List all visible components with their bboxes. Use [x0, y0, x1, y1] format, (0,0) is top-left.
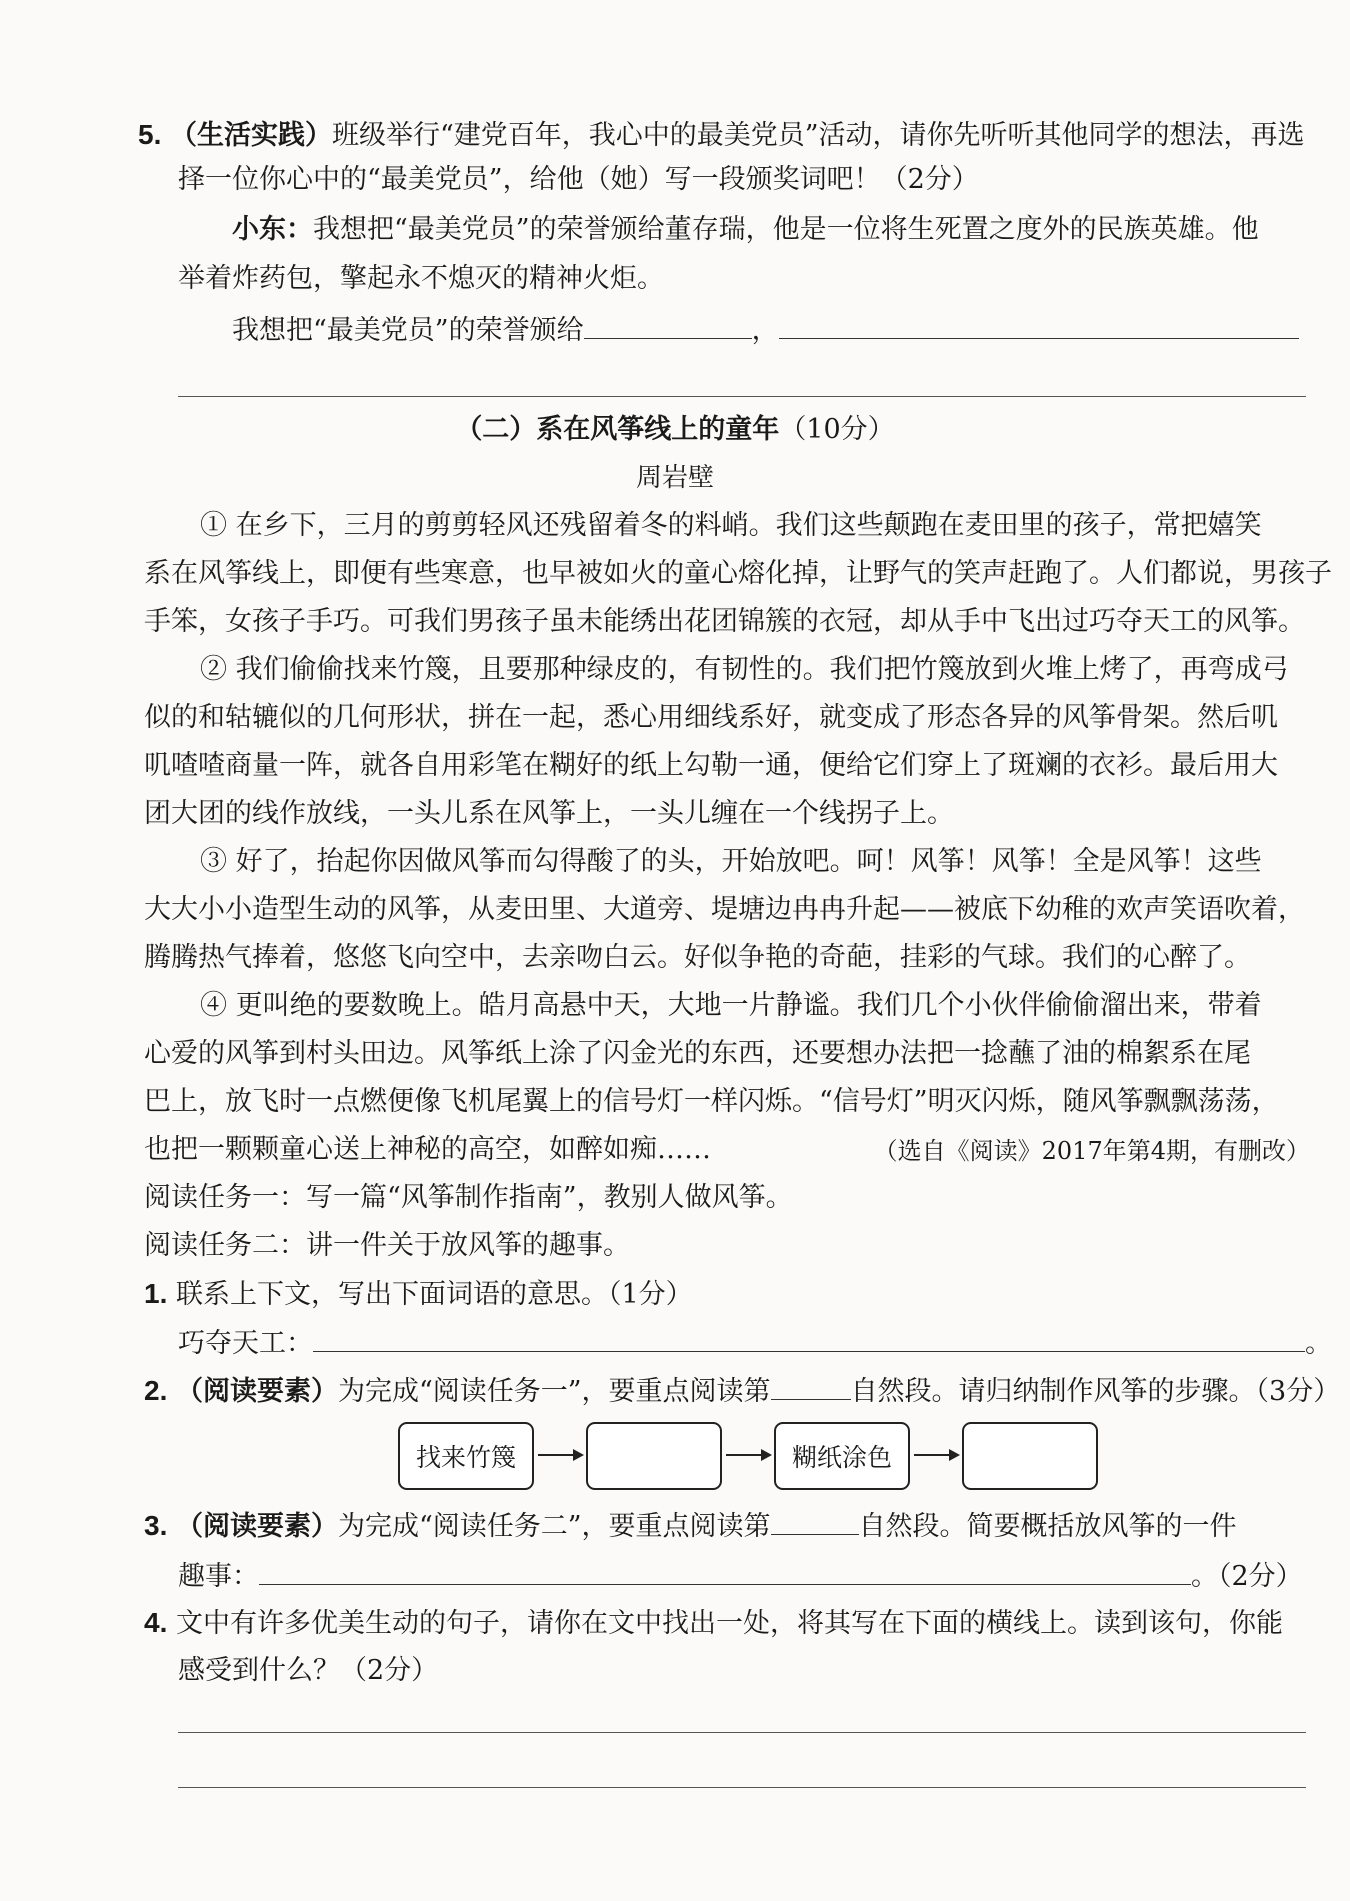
section-heading: [0, 413, 1350, 447]
step-box-3: 糊纸涂色: [774, 1422, 910, 1490]
q5-example-text1: 我想把“最美党员”的荣誉颁给董存瑞，他是一位将生死置之度外的民族英雄。他: [313, 214, 1259, 245]
q4-line2: 感受到什么？（2分）: [178, 1655, 439, 1686]
arrow-right-icon: [726, 1454, 770, 1456]
para4-line3: 巴上，放飞时一点燃便像飞机尾翼上的信号灯一样闪烁。“信号灯”明灭闪烁，随风筝飘飘荡荡，: [144, 1086, 1279, 1117]
q3-line1: [144, 1508, 1237, 1544]
q4-text: 文中有许多优美生动的句子，请你在文中找出一处，将其写在下面的横线上。读到该句，你能: [175, 1608, 1283, 1639]
q1-text: 联系上下文，写出下面词语的意思。（1分）: [175, 1279, 693, 1310]
q3-text-a: 为完成“阅读任务二”，要重点阅读第: [337, 1511, 771, 1542]
q2-line1: [144, 1373, 1340, 1409]
q5-answer-blank-1[interactable]: [779, 312, 1299, 339]
step-box-4-blank[interactable]: [962, 1422, 1098, 1490]
section-score: （10分）: [779, 414, 895, 445]
para3-line1: ③ 好了，抬起你因做风筝而勾得酸了的头，开始放吧。呵！风筝！风筝！全是风筝！这些: [200, 846, 1262, 877]
task-1: 阅读任务一：写一篇“风筝制作指南”，教别人做风筝。: [144, 1182, 793, 1213]
q3-label: 趣事：: [178, 1561, 259, 1592]
q2-paragraph-blank[interactable]: [771, 1373, 851, 1400]
q2-text-a: 为完成“阅读任务一”，要重点阅读第: [337, 1376, 771, 1407]
q4-number: 4.: [144, 1607, 168, 1638]
q3-tag: （阅读要素）: [175, 1511, 338, 1542]
q5-example-line1: [232, 213, 1259, 247]
q3-answer-blank[interactable]: [259, 1558, 1191, 1585]
q5-name-blank[interactable]: [584, 312, 752, 339]
para4-line1: ④ 更叫绝的要数晚上。皓月高悬中天，大地一片静谧。我们几个小伙伴偷偷溜出来，带着: [200, 990, 1262, 1021]
para2-line3: 叽喳喳商量一阵，就各自用彩笔在糊好的纸上勾勒一通，便给它们穿上了斑斓的衣衫。最后用大: [144, 750, 1278, 781]
q5-example-line2: 举着炸药包，擎起永不熄灭的精神火炬。: [178, 263, 664, 294]
q5-comma: ，: [751, 315, 779, 346]
section-title: （二）系在风筝线上的童年: [455, 414, 780, 445]
q5-text-1: 班级举行“建党百年，我心中的最美党员”活动，请你先听听其他同学的想法，再选: [331, 120, 1305, 151]
para4-line2: 心爱的风筝到村头田边。风筝纸上涂了闪金光的东西，还要想办法把一捻蘸了油的棉絮系在尾: [144, 1038, 1251, 1069]
q3-text-b: 自然段。简要概括放风筝的一件: [858, 1511, 1237, 1542]
q1-term: 巧夺天工：: [178, 1328, 313, 1359]
q5-tag: （生活实践）: [169, 120, 332, 151]
q3-number: 3.: [144, 1510, 168, 1541]
q5-prompt: 我想把“最美党员”的荣誉颁给: [232, 315, 584, 346]
q1-answer-blank[interactable]: [313, 1325, 1305, 1352]
q4-answer-line-1[interactable]: [178, 1732, 1306, 1733]
q5-answer-line-2[interactable]: [178, 396, 1306, 397]
q3-end: 。（2分）: [1191, 1561, 1303, 1592]
q2-number: 2.: [144, 1375, 168, 1406]
q5-prompt-line: [232, 312, 1299, 348]
arrow-right-icon: [538, 1454, 582, 1456]
q2-tag: （阅读要素）: [175, 1376, 338, 1407]
q5-speaker: 小东：: [232, 214, 313, 245]
q4-line1: [144, 1606, 1283, 1641]
source-citation: （选自《阅读》2017年第4期，有删改）: [873, 1137, 1310, 1165]
para1-line2: 系在风筝线上，即便有些寒意，也早被如火的童心熔化掉，让野气的笑声赶跑了。人们都说，男孩子: [144, 558, 1332, 589]
q3-paragraph-blank[interactable]: [771, 1508, 859, 1535]
para1-line3: 手笨，女孩子手巧。可我们男孩子虽未能绣出花团锦簇的衣冠，却从手中飞出过巧夺天工的风筝。: [144, 606, 1305, 637]
step-box-2-blank[interactable]: [586, 1422, 722, 1490]
para3-line2: 大大小小造型生动的风筝，从麦田里、大道旁、堤塘边冉冉升起——被底下幼稚的欢声笑语吹着，: [144, 894, 1305, 925]
step-box-1: 找来竹篾: [398, 1422, 534, 1490]
q5-line2: 择一位你心中的“最美党员”，给他（她）写一段颁奖词吧！（2分）: [178, 164, 979, 195]
q5-number: 5.: [138, 119, 162, 150]
para2-line2: 似的和轱辘似的几何形状，拼在一起，悉心用细线系好，就变成了形态各异的风筝骨架。然后叽: [144, 702, 1278, 733]
para3-line3: 腾腾热气捧着，悠悠飞向空中，去亲吻白云。好似争艳的奇葩，挂彩的气球。我们的心醉了。: [144, 942, 1251, 973]
author: 周岩壁: [635, 463, 714, 493]
para1-line1: ① 在乡下，三月的剪剪轻风还残留着冬的料峭。我们这些颠跑在麦田里的孩子，常把嬉笑: [200, 510, 1262, 541]
q1-end: 。: [1305, 1328, 1332, 1359]
para4-line4: 也把一颗颗童心送上神秘的高空，如醉如痴……: [144, 1134, 711, 1165]
arrow-right-icon: [914, 1454, 958, 1456]
q2-text-b: 自然段。请归纳制作风筝的步骤。（3分）: [850, 1376, 1341, 1407]
task-2: 阅读任务二：讲一件关于放风筝的趣事。: [144, 1230, 630, 1261]
para2-line1: ② 我们偷偷找来竹篾，且要那种绿皮的，有韧性的。我们把竹篾放到火堆上烤了，再弯成弓: [200, 654, 1289, 685]
q1-answer-line: [178, 1325, 1332, 1361]
q1-number: 1.: [144, 1278, 168, 1309]
para2-line4: 团大团的线作放线，一头儿系在风筝上，一头儿缠在一个线拐子上。: [144, 798, 954, 829]
q3-line2: [178, 1558, 1303, 1594]
q4-answer-line-2[interactable]: [178, 1787, 1306, 1788]
q5-line1: [138, 118, 1305, 153]
q1-line1: [144, 1277, 693, 1312]
